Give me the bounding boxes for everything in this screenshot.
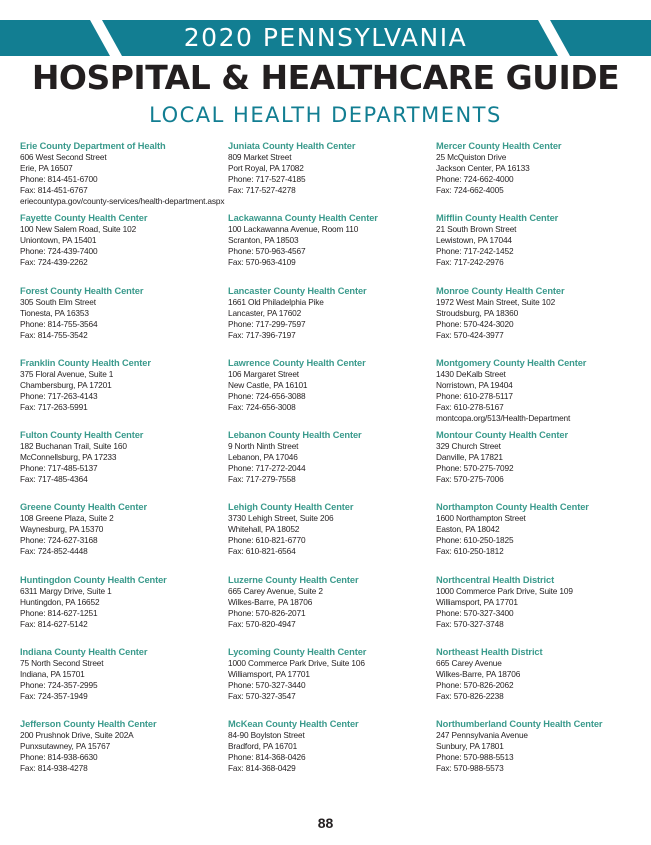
entry-detail-line: Huntingdon, PA 16652 (20, 596, 100, 607)
entry-detail-line: Scranton, PA 18503 (228, 235, 299, 246)
entry-detail-line: Fax: 724-662-4005 (436, 185, 504, 195)
entry-detail-line: Phone: 717-299-7597 (228, 318, 306, 329)
entry-detail-line: Phone: 570-275-7092 (436, 463, 514, 474)
entry-detail-line: Phone: 724-357-2995 (20, 680, 98, 691)
entry-name: Luzerne County Health Center (228, 574, 359, 585)
entry-detail-line: Fax: 724-357-1949 (20, 691, 88, 702)
directory-entry (228, 429, 428, 501)
directory-column-2 (228, 140, 428, 791)
directory-column-1 (20, 140, 225, 791)
entry-detail-line: Fax: 717-396-7197 (228, 329, 296, 340)
entry-detail-line: 329 Church Street (436, 441, 501, 452)
entry-detail-line: 182 Buchanan Trail, Suite 160 (20, 441, 127, 452)
directory-entry (20, 718, 220, 790)
entry-detail-line: 665 Carey Avenue, Suite 2 (228, 585, 323, 596)
entry-detail-line: Erie, PA 16507 (20, 163, 73, 173)
entry-name: Mifflin County Health Center (436, 213, 559, 224)
directory-entry (436, 574, 636, 646)
entry-name: Lawrence County Health Center (228, 357, 366, 368)
entry-detail-line: Phone: 717-263-4143 (20, 390, 98, 401)
entry-detail-line: Fax: 610-821-6564 (228, 546, 296, 557)
directory-entry (436, 285, 636, 357)
entry-name: Jefferson County Health Center (20, 719, 157, 730)
entry-detail-line: 809 Market Street (228, 152, 292, 162)
directory-entry (228, 140, 428, 212)
directory-entry (228, 501, 428, 573)
entry-detail-line: Fax: 610-278-5167 (436, 401, 504, 412)
page-subtitle: LOCAL HEALTH DEPARTMENTS (149, 103, 502, 127)
entry-detail-line: Bradford, PA 16701 (228, 741, 298, 752)
entry-detail-line: 3730 Lehigh Street, Suite 206 (228, 513, 334, 524)
entry-detail-line: Fax: 570-424-3977 (436, 329, 504, 340)
entry-name: Forest County Health Center (20, 285, 144, 296)
entry-detail-line: Stroudsburg, PA 18360 (436, 307, 519, 318)
entry-detail-line: Danville, PA 17821 (436, 452, 503, 463)
entry-detail-line: Phone: 570-327-3440 (228, 680, 306, 691)
entry-detail-line: 665 Carey Avenue (436, 658, 502, 669)
entry-name: Franklin County Health Center (20, 357, 151, 368)
directory-entry (228, 285, 428, 357)
entry-detail-line: Fax: 814-755-3542 (20, 329, 88, 340)
directory-entry (436, 357, 636, 429)
directory-entry (228, 718, 428, 790)
entry-detail-line: McConnellsburg, PA 17233 (20, 452, 117, 463)
entry-detail-line: Phone: 724-439-7400 (20, 246, 98, 257)
page-title: HOSPITAL & HEALTHCARE GUIDE (31, 58, 620, 97)
entry-detail-line: 25 McQuiston Drive (436, 152, 507, 162)
entry-detail-line: Fax: 570-275-7006 (436, 474, 504, 485)
entry-detail-line: Norristown, PA 19404 (436, 379, 513, 390)
entry-name: Lehigh County Health Center (228, 502, 354, 513)
entry-detail-line: Fax: 570-327-3547 (228, 691, 296, 702)
entry-detail-line: Fax: 570-820-4947 (228, 618, 296, 629)
entry-detail-line: Phone: 724-662-4000 (436, 174, 514, 184)
directory-entry (20, 574, 220, 646)
header-banner (0, 20, 651, 56)
entry-detail-line: Fax: 717-279-7558 (228, 474, 296, 485)
entry-detail-line: Wilkes-Barre, PA 18706 (228, 596, 313, 607)
entry-detail-line: Fax: 717-485-4364 (20, 474, 88, 485)
entry-name: Greene County Health Center (20, 502, 147, 513)
entry-detail-line: Port Royal, PA 17082 (228, 163, 304, 173)
entry-name: Northumberland County Health Center (436, 719, 603, 730)
entry-detail-line: 100 New Salem Road, Suite 102 (20, 224, 137, 235)
entry-detail-line: Fax: 724-656-3008 (228, 401, 296, 412)
directory-entry (436, 212, 636, 284)
entry-detail-line: Phone: 610-821-6770 (228, 535, 306, 546)
entry-detail-line: 200 Prushnok Drive, Suite 202A (20, 730, 134, 741)
entry-detail-line: Fax: 717-527-4278 (228, 185, 296, 195)
entry-detail-line: Waynesburg, PA 15370 (20, 524, 104, 535)
entry-name: Northcentral Health District (436, 574, 555, 585)
directory-entry (228, 357, 428, 429)
entry-detail-line: 1430 DeKalb Street (436, 368, 506, 379)
directory-entry (436, 429, 636, 501)
entry-name: Lackawanna County Health Center (228, 213, 378, 224)
entry-detail-line: Lebanon, PA 17046 (228, 452, 298, 463)
entry-detail-line: 247 Pennsylvania Avenue (436, 730, 528, 741)
directory-entry (20, 140, 225, 212)
entry-detail-line: 108 Greene Plaza, Suite 2 (20, 513, 114, 524)
entry-detail-line: Phone: 717-485-5137 (20, 463, 98, 474)
entry-detail-line: 606 West Second Street (20, 152, 107, 162)
entry-name: Northeast Health District (436, 647, 543, 658)
entry-name: Monroe County Health Center (436, 285, 565, 296)
entry-detail-line: Chambersburg, PA 17201 (20, 379, 112, 390)
entry-name: Indiana County Health Center (20, 647, 148, 658)
entry-detail-line: Fax: 717-263-5991 (20, 401, 88, 412)
entry-detail-line: Lewistown, PA 17044 (436, 235, 512, 246)
entry-name: Lebanon County Health Center (228, 430, 362, 441)
entry-name: Mercer County Health Center (436, 141, 562, 151)
entry-detail-line: 1000 Commerce Park Drive, Suite 109 (436, 585, 573, 596)
entry-detail-line: Phone: 570-826-2071 (228, 607, 306, 618)
entry-detail-line: Tionesta, PA 16353 (20, 307, 89, 318)
entry-detail-line: Williamsport, PA 17701 (436, 596, 518, 607)
entry-detail-line: Fax: 814-938-4278 (20, 763, 88, 774)
entry-detail-line: 1661 Old Philadelphia Pike (228, 296, 324, 307)
directory-entry (20, 429, 220, 501)
entry-detail-line: Fax: 724-852-4448 (20, 546, 88, 557)
entry-detail-line: Phone: 570-327-3400 (436, 607, 514, 618)
entry-detail-line: Fax: 814-627-5142 (20, 618, 88, 629)
entry-detail-line: Fax: 610-250-1812 (436, 546, 504, 557)
entry-detail-line: New Castle, PA 16101 (228, 379, 308, 390)
entry-detail-line: 106 Margaret Street (228, 368, 299, 379)
entry-detail-line: Phone: 724-627-3168 (20, 535, 98, 546)
entry-detail-line: Fax: 570-826-2238 (436, 691, 504, 702)
directory-entry (20, 501, 220, 573)
entry-detail-line: Phone: 570-988-5513 (436, 752, 514, 763)
entry-name: Juniata County Health Center (228, 141, 356, 151)
entry-detail-line: Phone: 570-963-4567 (228, 246, 306, 257)
directory-entry (436, 140, 636, 212)
entry-detail-line: Phone: 814-368-0426 (228, 752, 306, 763)
directory-column-3 (436, 140, 636, 791)
entry-name: Northampton County Health Center (436, 502, 589, 513)
entry-detail-line: Fax: 570-327-3748 (436, 618, 504, 629)
entry-detail-line: Phone: 814-755-3564 (20, 318, 98, 329)
directory-entry (436, 646, 636, 718)
directory-entry (20, 357, 220, 429)
entry-detail-line: 1600 Northampton Street (436, 513, 526, 524)
entry-detail-line: Phone: 814-451-6700 (20, 174, 98, 184)
entry-name: Lancaster County Health Center (228, 285, 367, 296)
entry-detail-line: Phone: 717-527-4185 (228, 174, 306, 184)
entry-detail-line: Fax: 570-963-4109 (228, 257, 296, 268)
directory-entry (436, 718, 636, 790)
entry-detail-line: Whitehall, PA 18052 (228, 524, 300, 535)
entry-detail-line: Williamsport, PA 17701 (228, 669, 310, 680)
entry-detail-line: 9 North Ninth Street (228, 441, 299, 452)
entry-detail-line: Phone: 610-278-5117 (436, 390, 513, 401)
entry-detail-line: Phone: 814-627-1251 (20, 607, 98, 618)
entry-detail-line: Phone: 570-424-3020 (436, 318, 514, 329)
entry-detail-line: Fax: 724-439-2262 (20, 257, 88, 268)
entry-detail-line: Fax: 814-368-0429 (228, 763, 296, 774)
entry-detail-line: 305 South Elm Street (20, 296, 96, 307)
entry-detail-line: 21 South Brown Street (436, 224, 517, 235)
entry-detail-line: Fax: 717-242-2976 (436, 257, 504, 268)
entry-detail-line: Phone: 724-656-3088 (228, 390, 306, 401)
entry-detail-line: Fax: 570-988-5573 (436, 763, 504, 774)
entry-detail-line: Phone: 570-826-2062 (436, 680, 514, 691)
banner-title: 2020 PENNSYLVANIA (183, 23, 468, 52)
entry-detail-line: 84-90 Boylston Street (228, 730, 305, 741)
entry-name: Huntingdon County Health Center (20, 574, 167, 585)
entry-detail-line: 75 North Second Street (20, 658, 104, 669)
entry-detail-line: Wilkes-Barre, PA 18706 (436, 669, 521, 680)
entry-name: Fulton County Health Center (20, 430, 144, 441)
entry-detail-line: Sunbury, PA 17801 (436, 741, 504, 752)
entry-name: McKean County Health Center (228, 719, 359, 730)
entry-name: Fayette County Health Center (20, 213, 148, 224)
entry-detail-line: Punxsutawney, PA 15767 (20, 741, 111, 752)
directory-entry (436, 501, 636, 573)
entry-detail-line: 100 Lackawanna Avenue, Room 110 (228, 224, 359, 235)
entry-detail-line: Easton, PA 18042 (436, 524, 500, 535)
directory-entry (20, 285, 220, 357)
entry-detail-line: montcopa.org/513/Health-Department (436, 412, 571, 423)
entry-detail-line: Phone: 610-250-1825 (436, 535, 514, 546)
entry-detail-line: eriecountypa.gov/county-services/health-department.aspx (20, 196, 225, 206)
entry-detail-line: 1000 Commerce Park Drive, Suite 106 (228, 658, 365, 669)
directory-entry (228, 574, 428, 646)
entry-detail-line: Phone: 717-242-1452 (436, 246, 514, 257)
entry-detail-line: Phone: 717-272-2044 (228, 463, 306, 474)
entry-detail-line: Jackson Center, PA 16133 (436, 163, 530, 173)
entry-detail-line: Uniontown, PA 15401 (20, 235, 97, 246)
entry-detail-line: 1972 West Main Street, Suite 102 (436, 296, 556, 307)
entry-name: Lycoming County Health Center (228, 647, 367, 658)
entry-detail-line: 6311 Margy Drive, Suite 1 (20, 585, 112, 596)
entry-name: Montour County Health Center (436, 430, 569, 441)
directory-entry (20, 212, 220, 284)
entry-name: Erie County Department of Health (20, 141, 166, 151)
entry-detail-line: Lancaster, PA 17602 (228, 307, 302, 318)
directory-entry (228, 646, 428, 718)
entry-detail-line: Indiana, PA 15701 (20, 669, 85, 680)
directory-entry (20, 646, 220, 718)
entry-detail-line: 375 Floral Avenue, Suite 1 (20, 368, 114, 379)
entry-name: Montgomery County Health Center (436, 357, 587, 368)
entry-detail-line: Fax: 814-451-6767 (20, 185, 88, 195)
page-number: 88 (317, 815, 334, 831)
directory-entry (228, 212, 428, 284)
entry-detail-line: Phone: 814-938-6630 (20, 752, 98, 763)
